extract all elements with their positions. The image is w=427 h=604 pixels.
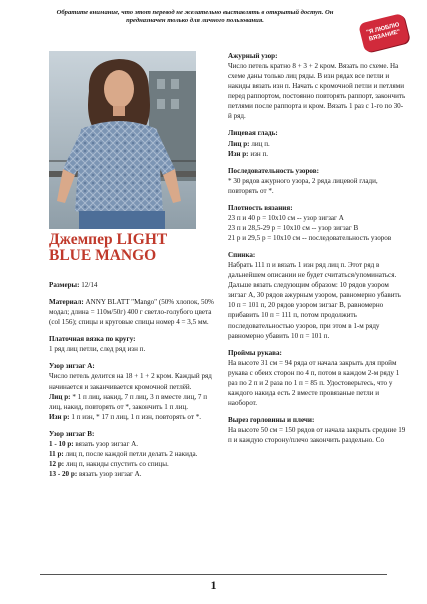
badge-text: "Я ЛЮБЛЮ ВЯЗАНИЕ" — [365, 22, 402, 43]
left-column — [49, 280, 219, 486]
stockinette-section: Лицевая гладь: Лиц р: лиц п. Изн р: изн п. — [228, 129, 278, 158]
title-line-2: BLUE MANGO — [49, 246, 157, 264]
material: Материал: ANNY BLATT "Mango" (50% хлопок, 50% модал; длина = 110м/50г) 400 г светло-голубого цвета (col 156); спицы и круговые спицы номер 4 = 3,5 мм. — [49, 298, 214, 327]
copyright-notice: Обратите внимание, что этот перевод не желательно выставлять в открытый доступ. Он предназначен только для личного пользования. — [56, 9, 334, 25]
right-column — [228, 51, 406, 452]
platoch-section: Платочная вязка по кругу: 1 ряд лиц петли, след ряд изн п. — [49, 335, 146, 354]
back-section: Спинка: Набрать 111 п и вязать 1 изн ряд лиц п. Этот ряд в дальнейшем описании не будет считаться/упоминаться. Дальше вязать следующим образом: 10 рядов узором зигзаг А, 30 рядов ажурным узором, равномерно убавить 10 п = 101 п, 20 рядов узором зигзаг В, равномерно прибавить 10 п = 111 п, потом продолжить последовательностью узоров, при этом в 1-м ряду равномерно убавить 10 п = 101 п. — [228, 251, 401, 340]
page-number: 1 — [210, 578, 217, 592]
model-photo — [49, 51, 196, 229]
sequence-section: Последовательность узоров: * 30 рядов ажурного узора, 2 ряда лицевой глади, повторять от *. — [228, 166, 378, 195]
armhole-section: Проймы рукава: На высоте 31 см = 94 ряда от начала закрыть для пройм рукава с обеих сторон по 4 п, потом в каждом 2-м ряду 1 раз по 2 п и 2 раза по 1 п = 85 п. Удостоверьтесь, что у каждого накида есть 2 вместе провязаные петли и наоборот. — [228, 348, 400, 407]
footer-divider — [40, 574, 387, 575]
neck-section: Вырез горловины и плечи: На высоте 50 см = 150 рядов от начала закрыть средние 19 п и каждую сторону/плечо закончить раздельно. Со — [228, 416, 406, 445]
brand-badge — [358, 13, 410, 53]
sizes: Размеры: 12/14 — [49, 281, 98, 289]
title-line-1: Джемпер LIGHT — [49, 231, 168, 248]
model-photo-illustration — [49, 51, 196, 229]
zigzag-a-section: Узор зигзаг А: Число петель делится на 18 + 1 + 2 кром. Каждый ряд начинается и заканчивается кромочной петлёй. Лиц р: * 1 п лиц, накид, 7 п лиц, 3 п вместе лиц, 7 п лиц, накид, повторять от *, закончить 1 п лиц. Изн р: 1 п изн, * 17 п лиц, 1 п изн, повторять от *. — [49, 362, 212, 421]
gauge-section: Плотность вязания: 23 п и 40 р = 10x10 см -- узор зигзаг А 23 п и 28,5-29 р = 10x10 см -- узор зигзаг В 21 р и 29,5 р = 10x10 см -- последовательность узоров — [228, 203, 392, 242]
pattern-title — [49, 232, 229, 263]
ajur-section: Ажурный узор: Число петель кратно 8 + 3 + 2 кром. Вязать по схеме. На схеме даны только лиц ряды. В изн рядах все петли и накиды вязать изн п. Начать с кромочной петли и петлями перед раппортом, постоянно повторять раппорт, закончить петлями после раппорта и кром. Вязать 1 раз с 1-го по 30-й ряд. — [228, 52, 406, 121]
zigzag-b-section: Узор зигзаг В: 1 - 10 р: вязать узор зигзаг А. 11 р: лиц п, после каждой петли делать 2 накида. 12 р: лиц п, накиды спустить со спицы. 13 - 20 р: вязать узор зигзаг А. — [49, 429, 198, 478]
